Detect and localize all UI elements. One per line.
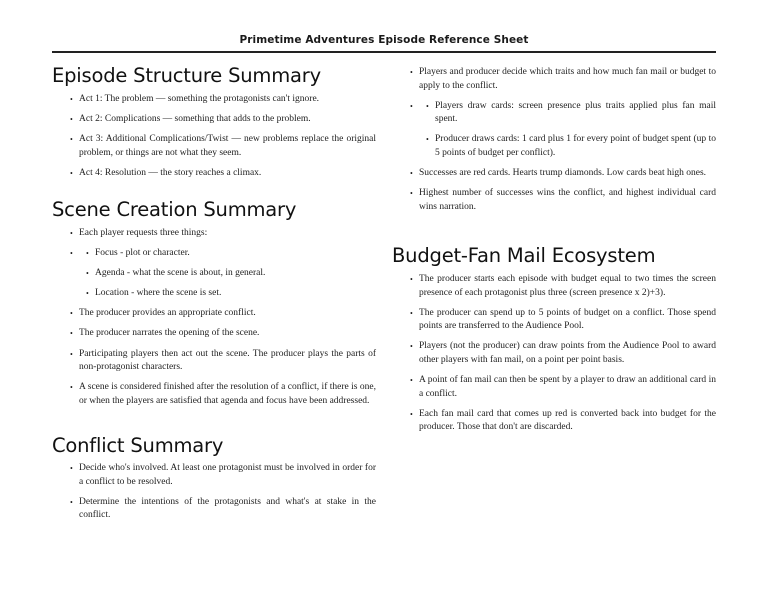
nested-list-wrapper — [419, 100, 716, 161]
list-item: • Each player requests three things: — [79, 227, 376, 241]
budget-fanmail-heading: Budget-Fan Mail Ecosystem — [392, 244, 656, 267]
list-item: • A scene is considered finished after the resolution of a conflict, if there is one, or when the players are satisfied that agenda and focus have been addressed. — [79, 381, 376, 408]
conflict-heading: Conflict Summary — [52, 434, 224, 457]
list-item: • The producer provides an appropriate conflict. — [79, 307, 376, 321]
list-item: • A point of fan mail can then be spent by a player to draw an additional card in a conflict. — [419, 374, 716, 401]
card-draw-sublist — [419, 100, 716, 161]
scene-request-sublist — [79, 247, 376, 301]
list-item: • • Players draw cards: screen presence plus traits applied plus fan mail spent. — [435, 100, 716, 127]
list-item: • Successes are red cards. Hearts trump diamonds. Low cards beat high ones. — [419, 167, 716, 181]
left-column — [52, 62, 376, 521]
budget-fanmail-section — [392, 244, 716, 441]
episode-structure-heading: Episode Structure Summary — [52, 64, 321, 87]
nested-list-wrapper — [79, 247, 376, 301]
list-item: • Location - where the scene is set. — [95, 287, 376, 301]
list-item: • Participating players then act out the scene. The producer plays the parts of non-protagonist characters. — [79, 348, 376, 375]
scene-creation-section — [52, 198, 376, 415]
conflict-section — [52, 434, 376, 529]
header-divider — [52, 51, 716, 53]
list-item: • Determine the intentions of the protagonists and what's at stake in the conflict. — [79, 496, 376, 523]
list-item: • Producer draws cards: 1 card plus 1 for every point of budget spent (up to 5 points of budget per conflict). — [435, 133, 716, 160]
list-item: • Players (not the producer) can draw points from the Audience Pool to award other players with fan mail, on a point per point basis. — [419, 340, 716, 367]
budget-fanmail-list — [392, 273, 716, 435]
list-item: • Act 4: Resolution — the story reaches a climax. — [79, 167, 376, 181]
list-item: • Decide who's involved. At least one protagonist must be involved in order for a conflict to be resolved. — [79, 462, 376, 489]
list-item: • The producer can spend up to 5 points of budget on a conflict. Those spend points are transferred to the Audience Pool. — [419, 307, 716, 334]
list-item: • Act 3: Additional Complications/Twist — new problems replace the original problem, or things are not what they seem. — [79, 133, 376, 160]
list-item: • Agenda - what the scene is about, in general. — [95, 267, 376, 281]
page-title: Primetime Adventures Episode Reference Sheet — [239, 34, 529, 46]
episode-structure-list — [52, 93, 376, 180]
list-item: • Act 1: The problem — something the protagonists can't ignore. — [79, 93, 376, 107]
conflict-continued-list — [392, 66, 716, 214]
list-item: • Players and producer decide which traits and how much fan mail or budget to apply to the conflict. — [419, 66, 716, 93]
episode-structure-section — [52, 64, 376, 180]
conflict-list — [52, 462, 376, 523]
list-item: • • Focus - plot or character. — [95, 247, 376, 261]
scene-creation-heading: Scene Creation Summary — [52, 198, 297, 221]
list-item: • Each fan mail card that comes up red is converted back into budget for the producer. Those that don't are discarded. — [419, 408, 716, 435]
list-item: • The producer starts each episode with budget equal to two times the screen presence of each protagonist plus three (screen presence x 2)+3). — [419, 273, 716, 300]
list-item: • The producer narrates the opening of the scene. — [79, 327, 376, 341]
list-item: • Act 2: Complications — something that adds to the problem. — [79, 113, 376, 127]
right-column — [392, 62, 716, 433]
scene-creation-list — [52, 227, 376, 408]
list-item: • Highest number of successes wins the conflict, and highest individual card wins narration. — [419, 187, 716, 214]
